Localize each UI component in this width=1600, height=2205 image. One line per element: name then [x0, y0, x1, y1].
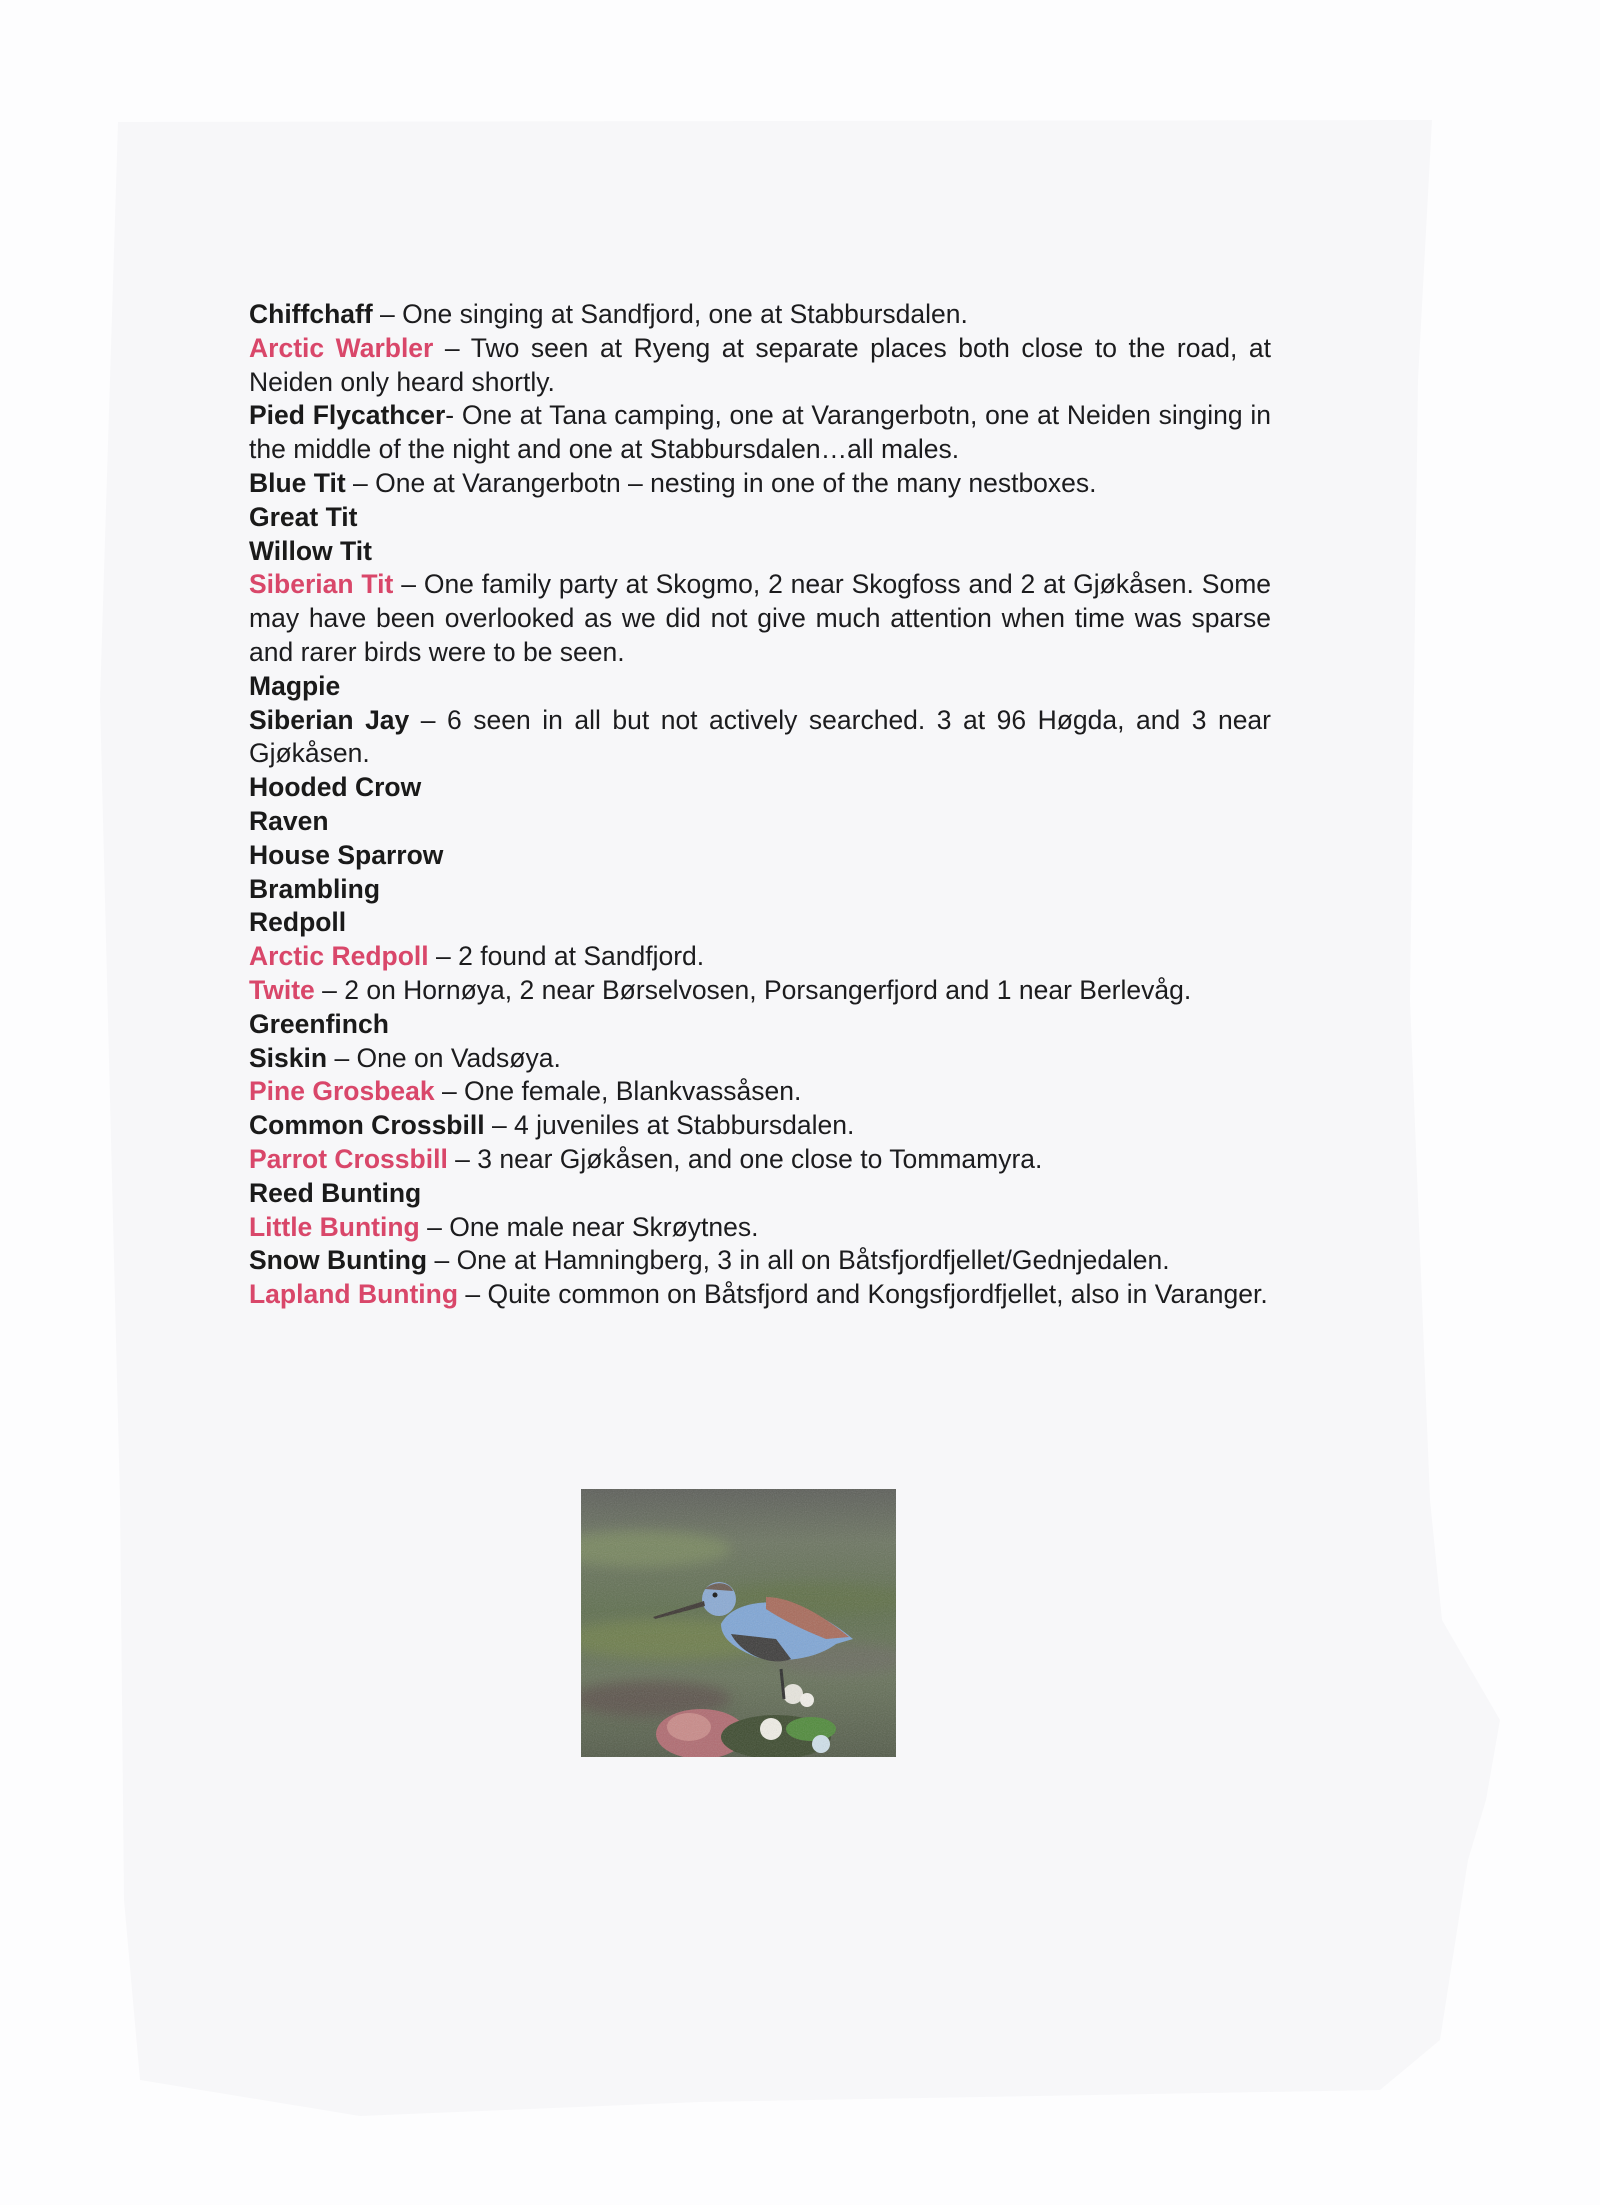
species-entry	[249, 568, 1271, 669]
species-list	[249, 298, 1271, 1312]
species-entry	[249, 839, 1271, 873]
species-notes: – Quite common on Båtsfjord and Kongsfjordfjellet, also in Varanger.	[458, 1279, 1268, 1310]
species-notes: - One at Tana camping, one at Varangerbotn, one at Neiden singing in the middle of the night and one at Stabbursdalen…all males.	[249, 400, 1271, 465]
species-name: Pied Flycathcer	[249, 400, 446, 431]
species-entry	[249, 1211, 1271, 1245]
species-notes: – One family party at Skogmo, 2 near Skogfoss and 2 at Gjøkåsen. Some may have been overlooked as we did not give much attention when time was sparse and rarer birds were to be seen.	[249, 569, 1272, 667]
species-notes: – One female, Blankvassåsen.	[434, 1076, 802, 1107]
rare-species-name: Little Bunting	[249, 1211, 420, 1242]
species-entry	[249, 704, 1271, 772]
rare-species-name: Twite	[249, 974, 315, 1005]
dunlin-bird-image	[581, 1489, 896, 1757]
rare-species-name: Siberian Tit	[249, 569, 394, 600]
species-entry	[249, 1177, 1271, 1211]
rare-species-name: Arctic Warbler	[249, 332, 434, 363]
species-entry	[249, 906, 1271, 940]
species-name: Greenfinch	[249, 1008, 389, 1039]
species-name: Redpoll	[249, 907, 347, 938]
species-name: Common Crossbill	[249, 1110, 485, 1141]
species-name: Siskin	[249, 1042, 328, 1073]
species-notes: – One on Vadsøya.	[327, 1042, 561, 1073]
species-entry	[249, 467, 1271, 501]
species-notes: – One male near Skrøytnes.	[419, 1211, 759, 1242]
species-entry	[249, 1075, 1271, 1109]
species-notes: – 2 on Hornøya, 2 near Børselvosen, Porsangerfjord and 1 near Berlevåg.	[314, 974, 1192, 1005]
species-notes: – One at Varangerbotn – nesting in one of the many nestboxes.	[345, 467, 1097, 498]
rare-species-name: Parrot Crossbill	[249, 1143, 448, 1174]
species-name: Great Tit	[249, 501, 358, 532]
species-entry	[249, 670, 1271, 704]
species-entry	[249, 873, 1271, 907]
species-entry	[249, 974, 1271, 1008]
bird-photo	[581, 1489, 896, 1757]
rare-species-name: Arctic Redpoll	[249, 941, 429, 972]
species-name: Willow Tit	[249, 535, 372, 566]
species-entry	[249, 940, 1271, 974]
species-entry	[249, 1244, 1271, 1278]
species-entry	[249, 1143, 1271, 1177]
species-name: Hooded Crow	[249, 772, 422, 803]
species-name: Siberian Jay	[249, 704, 410, 735]
species-name: Brambling	[249, 873, 381, 904]
species-entry	[249, 332, 1271, 400]
species-notes: – One at Hamningberg, 3 in all on Båtsfjordfjellet/Gednjedalen.	[427, 1245, 1170, 1276]
species-entry	[249, 298, 1271, 332]
species-entry	[249, 501, 1271, 535]
species-name: Raven	[249, 805, 329, 836]
rare-species-name: Pine Grosbeak	[249, 1076, 435, 1107]
species-entry	[249, 1008, 1271, 1042]
species-name: Chiffchaff	[249, 299, 373, 329]
species-name: House Sparrow	[249, 839, 444, 870]
rare-species-name: Lapland Bunting	[249, 1279, 459, 1310]
species-name: Snow Bunting	[249, 1245, 428, 1276]
species-entry	[249, 399, 1271, 467]
species-notes: – One singing at Sandfjord, one at Stabbursdalen.	[372, 299, 968, 329]
species-notes: – 2 found at Sandfjord.	[428, 941, 705, 972]
species-entry	[249, 535, 1271, 569]
species-entry	[249, 771, 1271, 805]
species-entry	[249, 1109, 1271, 1143]
species-entry	[249, 1278, 1271, 1312]
species-name: Reed Bunting	[249, 1177, 422, 1208]
species-notes: – 6 seen in all but not actively searched. 3 at 96 Høgda, and 3 near Gjøkåsen.	[249, 704, 1271, 769]
species-name: Blue Tit	[249, 467, 346, 498]
species-notes: – 4 juveniles at Stabbursdalen.	[484, 1110, 855, 1141]
species-entry	[249, 1042, 1271, 1076]
species-entry	[249, 805, 1271, 839]
species-name: Magpie	[249, 670, 341, 701]
species-notes: – Two seen at Ryeng at separate places both close to the road, at Neiden only heard shortly.	[249, 332, 1271, 397]
species-notes: – 3 near Gjøkåsen, and one close to Tommamyra.	[447, 1143, 1043, 1174]
